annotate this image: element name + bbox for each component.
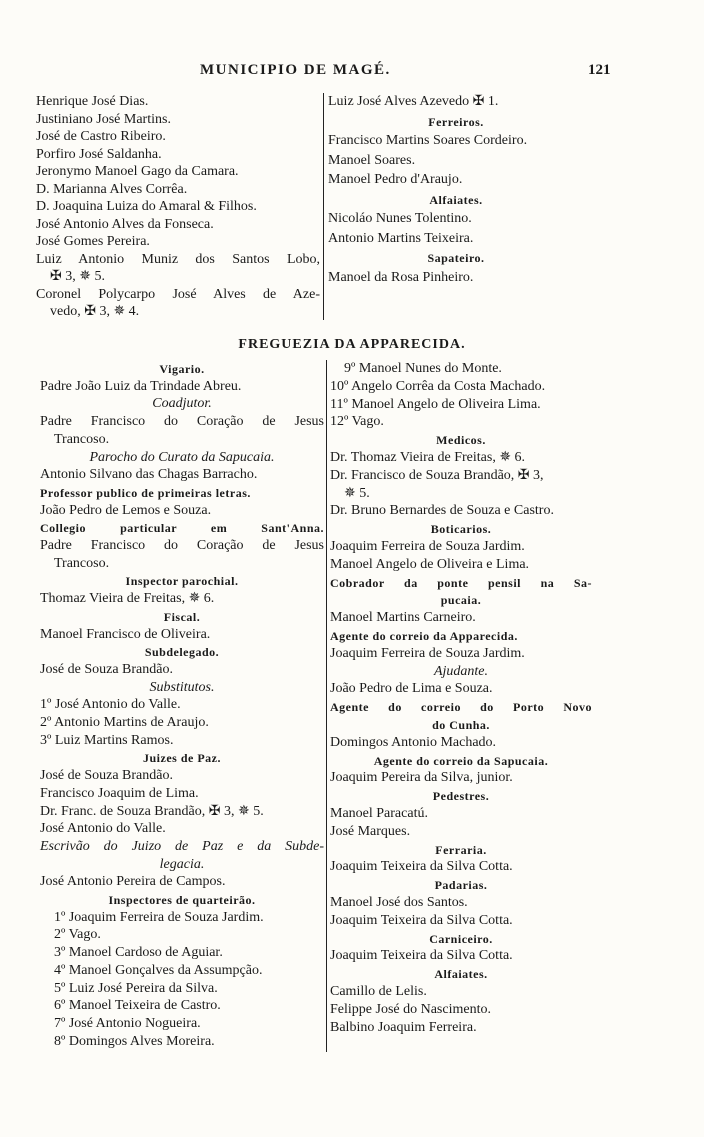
text-line: Antonio Silvano das Chagas Barracho. bbox=[40, 467, 258, 483]
text-line: Agente do correio da Sapucaia. bbox=[373, 753, 549, 768]
text-line: José de Souza Brandão. bbox=[40, 768, 173, 784]
text-line: Ferreiros. bbox=[428, 114, 484, 129]
text-line: Substitutos. bbox=[149, 679, 215, 695]
text-line: ✵ 5. bbox=[344, 485, 370, 501]
text-line: Jeronymo Manoel Gago da Camara. bbox=[36, 164, 239, 179]
page-title: MUNICIPIO DE MAGÉ. bbox=[200, 62, 391, 78]
text-line: José de Souza Brandão. bbox=[40, 661, 173, 677]
text-line: Trancoso. bbox=[54, 555, 110, 571]
text-line: legacia. bbox=[159, 856, 205, 872]
text-line: 8º Domingos Alves Moreira. bbox=[54, 1033, 215, 1049]
text-line: Luiz Antonio Muniz dos Santos Lobo, bbox=[36, 251, 320, 267]
text-line: Joaquim Pereira da Silva, junior. bbox=[330, 770, 513, 786]
text-line: Escrivão do Juizo de Paz e da Subde- bbox=[40, 838, 324, 854]
text-line: Francisco Joaquim de Lima. bbox=[40, 785, 199, 801]
text-line: Dr. Thomaz Vieira de Freitas, ✵ 6. bbox=[330, 450, 526, 465]
text-line: Subdelegado. bbox=[144, 645, 220, 660]
text-line: Manoel Soares. bbox=[328, 152, 416, 168]
text-line: D. Joaquina Luiza do Amaral & Filhos. bbox=[36, 199, 257, 214]
text-line: 2º Antonio Martins de Araujo. bbox=[40, 715, 209, 730]
text-line: 4º Manoel Gonçalves da Assumpção. bbox=[54, 962, 263, 978]
text-line: 1º José Antonio do Valle. bbox=[40, 697, 181, 713]
text-line: Joaquim Teixeira da Silva Cotta. bbox=[330, 948, 513, 964]
text-line: D. Marianna Alves Corrêa. bbox=[36, 181, 188, 197]
text-line: Camillo de Lelis. bbox=[330, 984, 427, 999]
text-line: Alfaiates. bbox=[429, 192, 483, 207]
text-line: Manoel Francisco de Oliveira. bbox=[40, 626, 211, 642]
text-line: Manoel Angelo de Oliveira e Lima. bbox=[330, 556, 530, 572]
text-line: Porfiro José Saldanha. bbox=[36, 146, 162, 162]
text-line: Juizes de Paz. bbox=[143, 751, 221, 766]
text-line: Ferraria. bbox=[435, 842, 487, 857]
text-line: Cobrador da ponte pensil na Sa- bbox=[330, 575, 592, 590]
text-line: Vigario. bbox=[159, 362, 205, 376]
text-line: Carniceiro. bbox=[429, 931, 493, 946]
text-line: 2º Vago. bbox=[54, 927, 101, 943]
text-line: Collegio particular em Sant'Anna. bbox=[40, 521, 324, 536]
text-line: ✠ 3, ✵ 5. bbox=[50, 269, 105, 284]
text-line: Professor publico de primeiras letras. bbox=[40, 485, 251, 500]
text-line: Trancoso. bbox=[54, 431, 110, 447]
text-line: José Antonio do Valle. bbox=[40, 821, 166, 837]
text-line: José Gomes Pereira. bbox=[36, 234, 150, 249]
text-line: Dr. Franc. de Souza Brandão, ✠ 3, ✵ 5. bbox=[40, 803, 264, 819]
text-line: Felippe José do Nascimento. bbox=[330, 1001, 491, 1017]
text-line: Agente do correio da Apparecida. bbox=[330, 629, 518, 643]
text-line: 5º Luiz José Pereira da Silva. bbox=[54, 980, 218, 996]
text-line: 9º Manoel Nunes do Monte. bbox=[344, 361, 502, 376]
text-line: José de Castro Ribeiro. bbox=[36, 129, 166, 144]
text-line: Padarias. bbox=[434, 878, 488, 893]
text-line: 3º Manoel Cardoso de Aguiar. bbox=[54, 945, 223, 961]
text-line: pucaia. bbox=[440, 593, 482, 608]
text-line: José Marques. bbox=[330, 823, 411, 839]
column-divider bbox=[323, 93, 324, 320]
text-line: Padre Francisco do Coração de Jesus bbox=[40, 538, 324, 553]
text-line: Inspector parochial. bbox=[125, 574, 239, 589]
text-line: Dr. Bruno Bernardes de Souza e Castro. bbox=[330, 503, 554, 519]
text-line: Fiscal. bbox=[163, 609, 201, 624]
text-line: Parocho do Curato da Sapucaia. bbox=[89, 449, 275, 465]
text-line: Manoel Paracatú. bbox=[330, 806, 428, 821]
text-line: João Pedro de Lemos e Souza. bbox=[40, 502, 212, 518]
text-line: Henrique José Dias. bbox=[36, 94, 149, 109]
text-line: Joaquim Teixeira da Silva Cotta. bbox=[330, 912, 513, 928]
text-line: Francisco Martins Soares Cordeiro. bbox=[328, 133, 528, 148]
text-line: Sapateiro. bbox=[427, 251, 485, 265]
text-line: Balbino Joaquim Ferreira. bbox=[330, 1019, 477, 1035]
running-header bbox=[0, 62, 704, 86]
text-line: José Antonio Alves da Fonseca. bbox=[36, 216, 214, 232]
column-divider bbox=[326, 360, 327, 1052]
text-line: Joaquim Ferreira de Souza Jardim. bbox=[330, 539, 525, 554]
page-number: 121 bbox=[588, 62, 611, 78]
text-line: Luiz José Alves Azevedo ✠ 1. bbox=[328, 94, 499, 109]
text-line: Manoel da Rosa Pinheiro. bbox=[328, 269, 474, 285]
text-line: 3º Luiz Martins Ramos. bbox=[40, 732, 174, 748]
text-line: 6º Manoel Teixeira de Castro. bbox=[54, 998, 221, 1014]
text-line: João Pedro de Lima e Souza. bbox=[330, 681, 493, 697]
text-line: 10º Angelo Corrêa da Costa Machado. bbox=[330, 378, 546, 394]
text-line: 11º Manoel Angelo de Oliveira Lima. bbox=[330, 396, 541, 412]
text-line: 1º Joaquim Ferreira de Souza Jardim. bbox=[54, 909, 264, 925]
text-line: Thomaz Vieira de Freitas, ✵ 6. bbox=[40, 591, 215, 607]
text-line: Antonio Martins Teixeira. bbox=[328, 230, 474, 246]
text-line: Agente do correio do Porto Novo bbox=[330, 700, 592, 715]
text-line: Padre João Luiz da Trindade Abreu. bbox=[40, 378, 242, 394]
text-line: vedo, ✠ 3, ✵ 4. bbox=[50, 304, 140, 319]
text-line: Medicos. bbox=[436, 433, 486, 448]
text-line: Manoel Pedro d'Araujo. bbox=[328, 172, 463, 187]
text-line: Alfaiates. bbox=[434, 967, 488, 982]
text-line: Nicoláo Nunes Tolentino. bbox=[328, 211, 472, 226]
text-line: Manoel José dos Santos. bbox=[330, 895, 468, 910]
text-line: 7º José Antonio Nogueira. bbox=[54, 1015, 201, 1031]
text-line: Joaquim Teixeira da Silva Cotta. bbox=[330, 859, 513, 875]
text-line: Joaquim Ferreira de Souza Jardim. bbox=[330, 645, 525, 661]
text-line: Coronel Polycarpo José Alves de Aze- bbox=[36, 286, 320, 302]
section-title: FREGUEZIA DA APPARECIDA. bbox=[238, 337, 466, 352]
text-line: José Antonio Pereira de Campos. bbox=[40, 874, 226, 890]
text-line: Pedestres. bbox=[432, 789, 490, 804]
text-line: Domingos Antonio Machado. bbox=[330, 734, 497, 750]
text-line: do Cunha. bbox=[432, 718, 490, 732]
text-line: Coadjutor. bbox=[152, 396, 212, 412]
text-line: Ajudante. bbox=[433, 663, 489, 679]
text-line: Boticarios. bbox=[430, 522, 492, 537]
text-line: Dr. Francisco de Souza Brandão, ✠ 3, bbox=[330, 467, 544, 483]
text-line: Justiniano José Martins. bbox=[36, 111, 171, 127]
text-line: Padre Francisco do Coração de Jesus bbox=[40, 414, 324, 430]
text-line: 12º Vago. bbox=[330, 414, 384, 430]
text-line: Inspectores de quarteirão. bbox=[108, 893, 256, 907]
text-line: Manoel Martins Carneiro. bbox=[330, 610, 476, 626]
